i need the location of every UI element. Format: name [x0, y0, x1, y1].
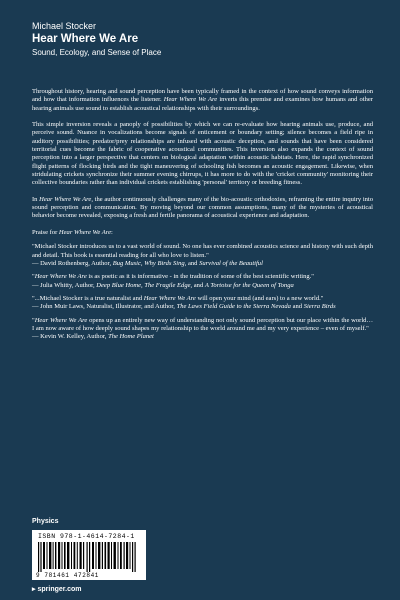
title-ref: Survival of the Beautiful — [199, 259, 263, 267]
title-ref: Hear Where We Are — [34, 316, 88, 324]
quote-text: "Michael Stocker introduces us to a vast world of sound. No one has ever combined acoustics science and history with such depth and detail. This book is essential reading for all who love to listen." — [32, 243, 373, 259]
quote-attribution — [32, 260, 373, 268]
subject-category: Physics — [32, 518, 59, 525]
text: , — [140, 259, 145, 267]
text: In — [32, 195, 40, 203]
text: — Julia Whitty, Author, — [32, 281, 97, 289]
header — [32, 20, 372, 59]
praise-quote-4 — [32, 317, 373, 342]
book-title: Hear Where We Are — [32, 33, 139, 45]
title-ref: Deep Blue Home — [96, 281, 142, 289]
title-ref: The Laws Field Guide to the Sierra Nevada — [176, 303, 291, 311]
quote-attribution — [32, 282, 373, 290]
praise-quote-3 — [32, 295, 373, 312]
text: will open your mind (and ears) to a new world." — [195, 294, 324, 302]
text: "...Michael Stocker is a true naturalist and — [32, 294, 144, 302]
intro-paragraph-1 — [32, 88, 373, 113]
title-ref: Hear Where We Are — [39, 195, 92, 203]
title-ref: The Home Planet — [108, 333, 154, 341]
text: , and — [190, 281, 205, 289]
title-ref: Sierra Birds — [303, 303, 336, 311]
text: " — [32, 273, 35, 281]
text: Throughout history, hearing and sound perception have been typically framed in the context of how sound conveys information and how that information influences the listener. — [32, 88, 373, 104]
quote-text — [32, 317, 373, 334]
text: is as poetic as it is informative - in the tradition of some of the best scientific writing." — [86, 273, 314, 281]
praise-heading — [32, 229, 373, 237]
title-ref: Hear Where We Are — [58, 228, 111, 236]
blurb-body — [32, 88, 373, 347]
author-name: Michael Stocker — [32, 21, 97, 31]
quote-text — [32, 273, 373, 281]
text: — Kevin W. Kelley, Author, — [32, 333, 109, 341]
intro-paragraph-2: This simple inversion reveals a panoply of possibilities by which we can re-evaluate how hearing animals use, produce, and perceive sound. Nuance in vocalizations become signals of enticement or boundary setting; silence becomes a field ripe in auditory possibilities; predator/prey relationships are infused with acoustic deception, and sounds that have been considered territorial cues become the fabric of cooperative acoustical communities. This inversion also expands the context of sound perception into a larger perspective that centers on biological adaptation within acoustic habitats. Here, the rapid synchronized flight patterns of flocking birds and the tight maneuvering of schooling fish becomes an acoustic engagement. Likewise, when stridulating crickets synchronize their summer evening chirrups, it has more to do with the 'cricket community' monitoring their collective boundaries rather than individual crickets establishing 'personal' territory or breeding fitness. — [32, 121, 373, 187]
quote-text — [32, 295, 373, 303]
title-ref: Hear Where We Are — [34, 273, 87, 281]
book-subtitle: Sound, Ecology, and Sense of Place — [32, 48, 162, 57]
title-ref: The Fragile Edge — [144, 281, 191, 289]
quote-attribution — [32, 333, 373, 341]
intro-paragraph-3 — [32, 196, 373, 221]
text: Praise for — [32, 228, 59, 236]
publisher-website[interactable] — [32, 585, 81, 593]
text: , and — [184, 259, 200, 267]
arrow-right-icon: ▸ — [32, 586, 36, 593]
praise-quote-1 — [32, 243, 373, 268]
title-ref: Hear Where We Are — [143, 294, 196, 302]
title-ref: A Tortoise for the Queen of Tonga — [204, 281, 294, 289]
barcode-number: 9 781461 472841 — [36, 572, 100, 579]
barcode-icon — [38, 542, 140, 572]
quote-attribution — [32, 303, 373, 311]
text: — John Muir Laws, Naturalist, Illustrator, and Author, — [32, 303, 177, 311]
website-label: springer.com — [37, 586, 82, 593]
text: : — [110, 228, 113, 236]
text: and — [290, 303, 304, 311]
text: — David Rothenberg, Author, — [32, 259, 113, 267]
praise-quote-2 — [32, 273, 373, 290]
title-ref: Why Birds Sing — [144, 259, 185, 267]
text: , — [141, 281, 145, 289]
title-ref: Hear Where We Are — [163, 96, 218, 104]
text: opens up an entirely new way of understanding not only sound perception but our place within the world… I am now aware of how deeply sound shapes my relationship to the world around me and my very experience – even of myself." — [32, 316, 374, 332]
text: , the author continuously challenges many of the bio-acoustic orthodoxies, reframing the entire inquiry into sound perception and communication. By moving beyond our common assumptions, many of the mysteries of acoustical behavior become revealed, exposing a fresh and fertile panorama of acoustical experience and adaptation. — [32, 195, 374, 220]
isbn-text: ISBN 978-1-4614-7284-1 — [38, 533, 135, 540]
text: inverts this premise and examines how humans and other hearing animals use sound to establish acoustical relationships with their surroundings. — [32, 96, 373, 112]
isbn-barcode — [32, 530, 146, 580]
text: " — [32, 316, 35, 324]
title-ref: Bug Music — [112, 259, 141, 267]
